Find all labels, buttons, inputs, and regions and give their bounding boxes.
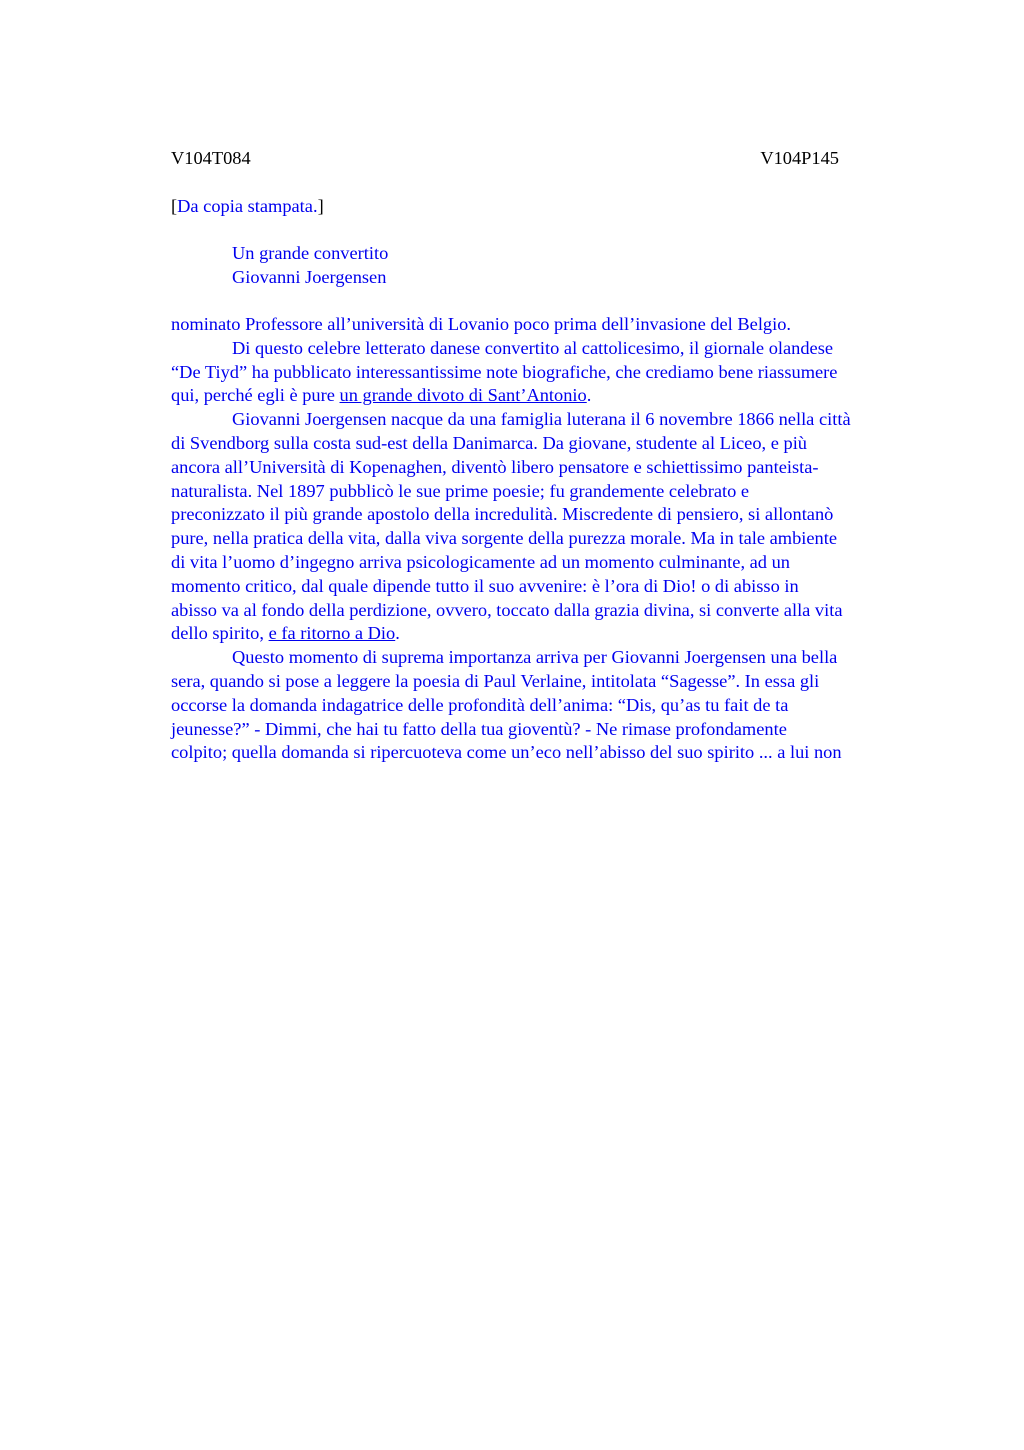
- document-code-left: V104T084: [171, 148, 251, 168]
- body-line: sera, quando si pose a leggere la poesia di Paul Verlaine, intitolata “Sagesse”. In essa gli: [171, 670, 820, 691]
- body-line: nominato Professore all’università di Lovanio poco prima dell’invasione del Belgio.: [171, 314, 792, 334]
- body-line: ancora all’Università di Kopenaghen, diventò libero pensatore e schiettissimo panteista-: [171, 456, 819, 477]
- body-line: di Svendborg sulla costa sud-est della Danimarca. Da giovane, studente al Liceo, e più: [171, 432, 807, 453]
- body-line: naturalista. Nel 1897 pubblicò le sue prime poesie; fu grandemente celebrato e: [171, 480, 750, 501]
- body-line: pure, nella pratica della vita, dalla viva sorgente della purezza morale. Ma in tale ambiente: [171, 528, 838, 549]
- title-line-2: Giovanni Joergensen: [232, 267, 387, 287]
- source-note-close-bracket: ]: [317, 196, 324, 216]
- body-line: “De Tiyd” ha pubblicato interessantissime note biografiche, che crediamo bene riassumere: [171, 361, 838, 382]
- body-line: momento critico, dal quale dipende tutto il suo avvenire: è l’ora di Dio! o di abisso in: [171, 575, 799, 596]
- source-note-text: Da copia stampata.: [177, 196, 318, 216]
- document-code-right: V104P145: [760, 148, 839, 168]
- article-body: [171, 313, 931, 765]
- body-line: occorse la domanda indagatrice delle profondità dell’anima: “Dis, qu’as tu fait de ta: [171, 694, 789, 715]
- body-line: [171, 622, 931, 646]
- body-line: Giovanni Joergensen nacque da una famiglia luterana il 6 novembre 1866 nella città: [232, 409, 851, 430]
- body-line: di vita l’uomo d’ingegno arriva psicologicamente ad un momento culminante, ad un: [171, 551, 790, 572]
- body-line-text: qui, perché egli è pure: [171, 385, 340, 406]
- body-line: preconizzato il più grande apostolo della incredulità. Miscredente di pensiero, si allontanò: [171, 504, 834, 525]
- page-header: [171, 147, 839, 171]
- body-line: colpito; quella domanda si ripercuoteva come un’eco nell’abisso del suo spirito ... a lui non: [171, 742, 842, 763]
- body-line: Di questo celebre letterato danese convertito al cattolicesimo, il giornale olandese: [232, 337, 834, 358]
- body-line-text: .: [586, 385, 592, 406]
- body-line: Questo momento di suprema importanza arriva per Giovanni Joergensen una bella: [232, 647, 838, 668]
- article-title: [232, 242, 388, 290]
- source-note: [171, 195, 324, 219]
- title-line-1: Un grande convertito: [232, 243, 389, 263]
- body-line-text: .: [395, 623, 400, 644]
- body-line: abisso va al fondo della perdizione, ovvero, toccato dalla grazia divina, si converte alla vita: [171, 599, 843, 620]
- body-line-text: dello spirito,: [171, 623, 269, 644]
- ritorno-a-dio-link[interactable]: e fa ritorno a Dio: [268, 623, 396, 644]
- source-note-open-bracket: [: [171, 196, 178, 216]
- sant-antonio-link[interactable]: un grande divoto di Sant’Antonio: [339, 385, 587, 406]
- body-line: [171, 384, 931, 408]
- body-line: jeunesse?” - Dimmi, che hai tu fatto della tua gioventù? - Ne rimase profondamente: [171, 718, 787, 739]
